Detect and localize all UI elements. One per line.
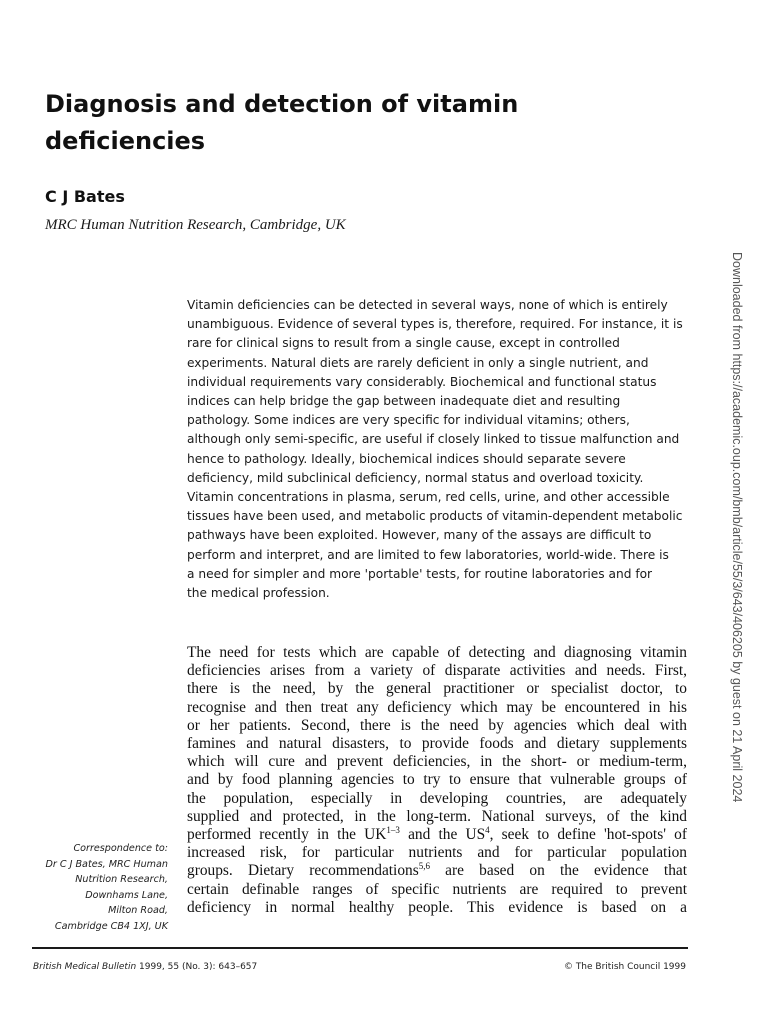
body-text-segment: , seek to define 'hot-spots' of bbox=[489, 826, 687, 844]
footer-copyright: © The British Council 1999 bbox=[563, 962, 686, 972]
footer-citation bbox=[33, 962, 257, 972]
article-title bbox=[45, 86, 605, 160]
citation-reference: 1–3 bbox=[386, 825, 400, 836]
correspondence-line: Nutrition Research, bbox=[75, 874, 168, 886]
body-line-with-reference bbox=[187, 826, 687, 844]
abstract-line: experiments. Natural diets are rarely deficient in only a single nutrient, and bbox=[187, 355, 649, 370]
correspondence-line: Milton Road, bbox=[108, 905, 168, 917]
body-line: deficiencies arises from a variety of disparate activities and needs. First, bbox=[187, 662, 687, 680]
body-paragraph bbox=[187, 644, 687, 917]
correspondence-line: Correspondence to: bbox=[73, 843, 168, 854]
correspondence-line: Cambridge CB4 1XJ, UK bbox=[54, 920, 168, 932]
body-line: recognise and then treat any deficiency which may be encountered in his bbox=[187, 698, 687, 716]
abstract-line: although only semi-specific, are useful if closely linked to tissue malfunction and bbox=[187, 432, 680, 447]
abstract-line: Vitamin deficiencies can be detected in several ways, none of which is entirely bbox=[187, 298, 668, 312]
abstract-line: rare for clinical signs to result from a single cause, except in controlled bbox=[187, 336, 620, 351]
body-line: the population, especially in developing countries, are adequately bbox=[187, 789, 687, 807]
body-line: there is the need, by the general practitioner or specialist doctor, to bbox=[187, 680, 687, 698]
abstract-line: the medical profession. bbox=[187, 586, 330, 601]
citation-reference: 5,6 bbox=[418, 861, 430, 872]
body-line: The need for tests which are capable of detecting and diagnosing vitamin bbox=[187, 644, 687, 661]
body-line: certain definable ranges of specific nutrients are required to prevent bbox=[187, 880, 687, 898]
body-text-segment: are based on the evidence that bbox=[429, 862, 687, 880]
correspondence-address bbox=[8, 841, 168, 935]
body-line: deficiency in normal healthy people. This evidence is based on a bbox=[187, 898, 687, 916]
body-line: increased risk, for particular nutrients and for particular population bbox=[187, 844, 687, 862]
article-title-line: deficiencies bbox=[45, 127, 206, 155]
correspondence-line: Downhams Lane, bbox=[85, 889, 168, 901]
body-line: supplied and protected, in the long-term. National surveys, of the kind bbox=[187, 807, 687, 825]
abstract-line: a need for simpler and more 'portable' tests, for routine laboratories and for bbox=[187, 566, 653, 581]
body-text-segment: performed recently in the UK bbox=[187, 826, 387, 844]
abstract-line: individual requirements vary considerably. Biochemical and functional status bbox=[187, 374, 657, 389]
author-name: C J Bates bbox=[45, 187, 125, 206]
abstract-line: indices can help bridge the gap between inadequate diet and resulting bbox=[187, 394, 621, 409]
abstract-line: perform and interpret, and are limited to few laboratories, world-wide. There is bbox=[187, 547, 669, 562]
body-line: or her patients. Second, there is the need by agencies which deal with bbox=[187, 716, 687, 734]
abstract-line: pathology. Some indices are very specific for individual vitamins; others, bbox=[187, 413, 630, 428]
correspondence-line: Dr C J Bates, MRC Human bbox=[45, 858, 168, 870]
abstract-line: tissues have been used, and metabolic products of vitamin-dependent metabolic bbox=[187, 509, 683, 524]
footer-divider bbox=[32, 947, 688, 949]
body-text-segment: groups. Dietary recommendations bbox=[187, 862, 419, 880]
body-line: famines and natural disasters, to provide foods and dietary supplements bbox=[187, 735, 687, 753]
body-line: and by food planning agencies to try to ensure that vulnerable groups of bbox=[187, 771, 687, 789]
download-watermark-link[interactable]: Downloaded from https://academic.oup.com/bmb/article/55/3/643/406205 by guest on 21 April 2024 bbox=[730, 252, 744, 803]
abstract-line: pathways have been exploited. However, many of the assays are difficult to bbox=[187, 528, 652, 543]
journal-citation: 1999, 55 (No. 3): 643–657 bbox=[136, 962, 258, 972]
body-line: which will cure and prevent deficiencies, in the short- or medium-term, bbox=[187, 753, 687, 771]
abstract-line: deficiency, mild subclinical deficiency, normal status and overload toxicity. bbox=[187, 470, 644, 485]
abstract-line: unambiguous. Evidence of several types is, therefore, required. For instance, it is bbox=[187, 317, 683, 332]
body-line-with-reference bbox=[187, 862, 687, 880]
abstract-line: Vitamin concentrations in plasma, serum, red cells, urine, and other accessible bbox=[187, 490, 670, 505]
article-title-line: Diagnosis and detection of vitamin bbox=[45, 90, 519, 118]
journal-name: British Medical Bulletin bbox=[33, 962, 137, 972]
abstract bbox=[187, 296, 687, 603]
author-affiliation: MRC Human Nutrition Research, Cambridge, UK bbox=[45, 217, 346, 233]
citation-reference: 4 bbox=[485, 825, 490, 836]
body-text-segment: and the US bbox=[399, 826, 486, 844]
abstract-line: hence to pathology. Ideally, biochemical indices should separate severe bbox=[187, 451, 626, 466]
